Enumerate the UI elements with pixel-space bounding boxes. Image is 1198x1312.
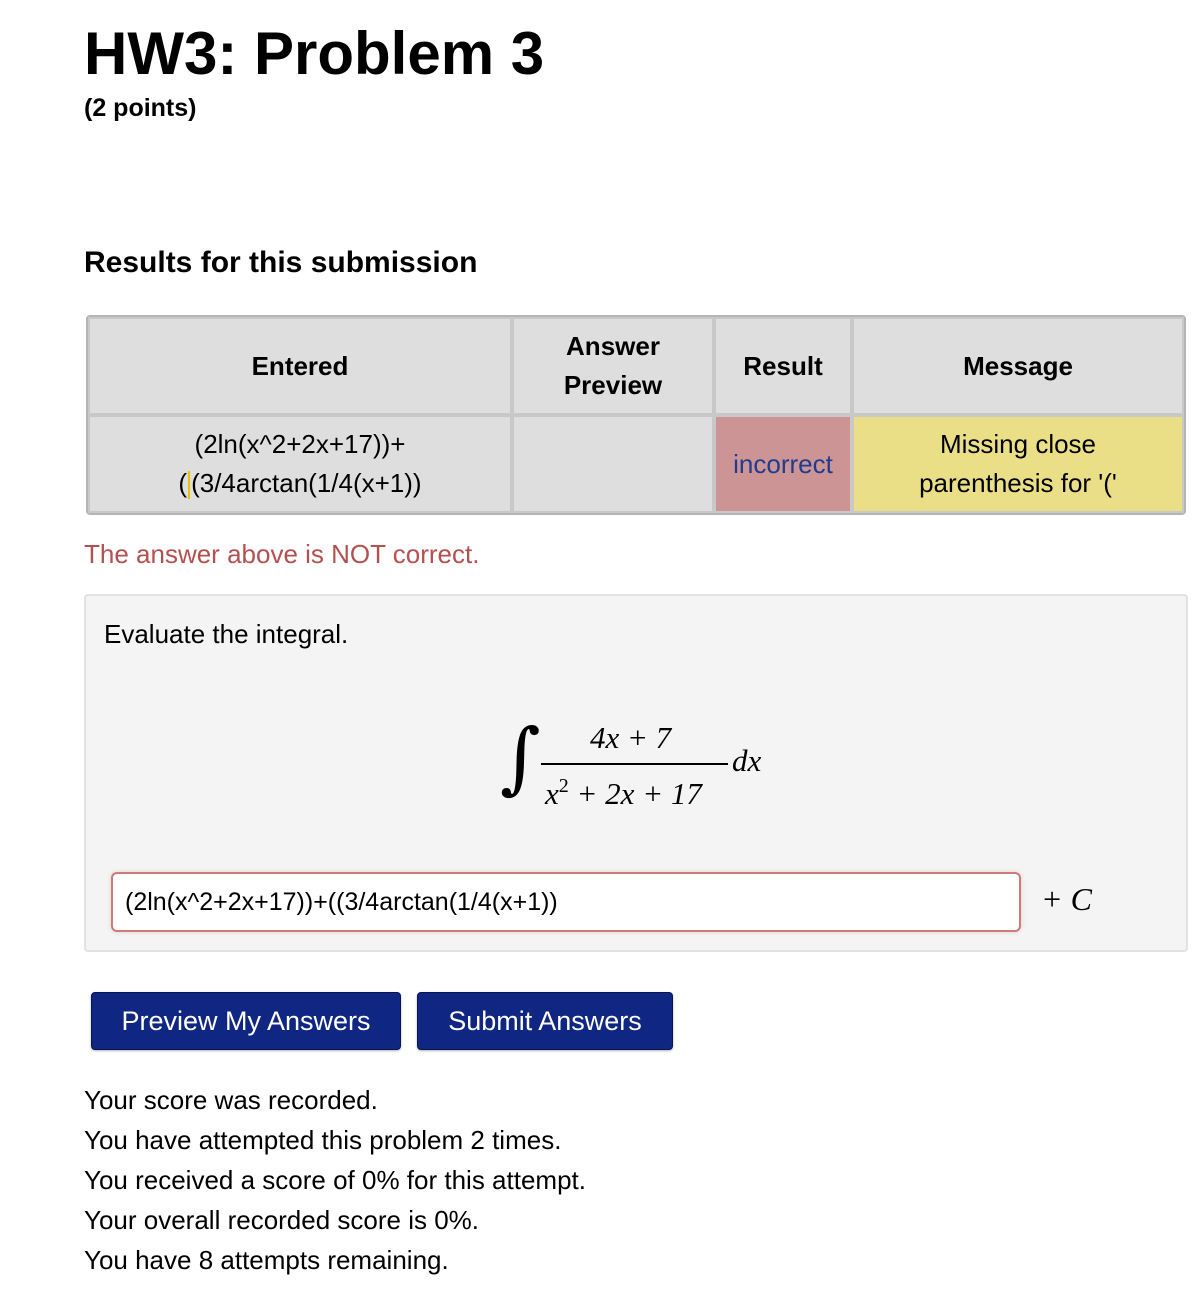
denominator-rest: + 2x + 17 — [576, 776, 702, 811]
integrand-numerator: 4x + 7 — [590, 720, 672, 755]
results-row — [88, 415, 1184, 513]
preview-answers-button[interactable]: Preview My Answers — [91, 992, 401, 1050]
score-line-attempt-score: You received a score of 0% for this attempt. — [84, 1165, 586, 1195]
entered-cell — [88, 415, 512, 513]
col-result: Result — [714, 317, 852, 415]
fraction-bar — [541, 763, 728, 765]
differential: dx — [732, 743, 762, 778]
col-answer-preview — [512, 317, 714, 415]
highlight-marker — [188, 471, 190, 499]
message-line2: parenthesis for '(' — [919, 468, 1117, 498]
result-cell: incorrect — [714, 415, 852, 513]
results-heading: Results for this submission — [84, 246, 478, 279]
entered-line2-b: (3/4arctan(1/4(x+1)) — [191, 468, 422, 498]
col-entered: Entered — [88, 317, 512, 415]
message-cell — [852, 415, 1184, 513]
page-title: HW3: Problem 3 — [84, 20, 545, 87]
integral-sign: ∫ — [500, 713, 541, 803]
results-table — [86, 315, 1186, 515]
answer-input[interactable] — [111, 872, 1021, 932]
answer-preview-cell — [512, 415, 714, 513]
results-header-row — [88, 317, 1184, 415]
score-line-attempts: You have attempted this problem 2 times. — [84, 1125, 562, 1155]
entered-line1: (2ln(x^2+2x+17))+ — [194, 429, 406, 459]
submit-answers-button[interactable]: Submit Answers — [417, 992, 673, 1050]
col-message: Message — [852, 317, 1184, 415]
score-line-recorded: Your score was recorded. — [84, 1085, 378, 1115]
integrand-denominator — [545, 766, 702, 814]
verdict-text: The answer above is NOT correct. — [84, 539, 480, 569]
denominator-exponent: 2 — [558, 775, 569, 797]
score-line-remaining: You have 8 attempts remaining. — [84, 1245, 449, 1275]
plus-c-label: + C — [1041, 881, 1092, 917]
denominator-base: x — [545, 776, 559, 811]
col-answer-preview-line2: Preview — [563, 370, 663, 400]
score-line-overall: Your overall recorded score is 0%. — [84, 1205, 480, 1235]
col-answer-preview-line1: Answer — [566, 331, 660, 361]
points-label: (2 points) — [84, 94, 197, 122]
entered-line2-a: ( — [178, 468, 188, 498]
problem-prompt: Evaluate the integral. — [104, 619, 349, 649]
message-line1: Missing close — [939, 429, 1097, 459]
score-summary — [84, 1080, 586, 1280]
